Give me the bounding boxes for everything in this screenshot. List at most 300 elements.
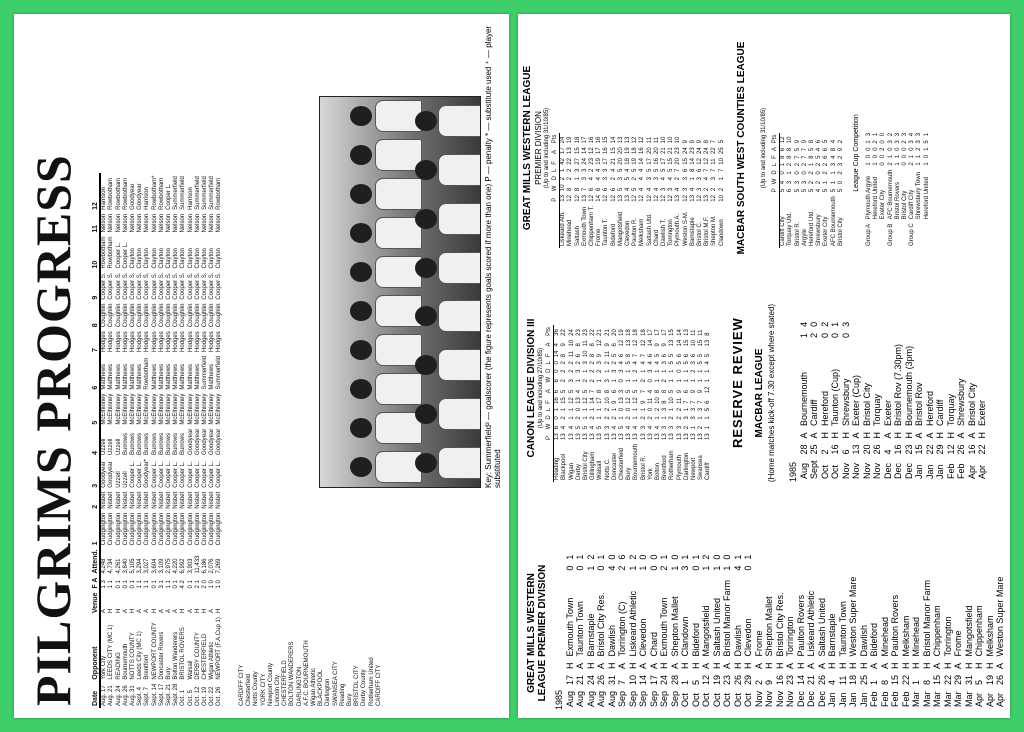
result-row <box>166 173 173 708</box>
gmwl-row-cell: 2 <box>711 187 718 192</box>
result-row-cell: Nelson <box>151 213 158 233</box>
canon-row-cell: 11 <box>568 350 575 358</box>
canon-row-cell: Bristol City <box>583 451 590 480</box>
gmwl-row-cell: 11 <box>653 137 660 144</box>
canon-row-cell: 7 <box>640 389 647 394</box>
canon-row-cell: 13 <box>676 433 683 440</box>
macbar-sw-row-cell: 8 <box>809 155 816 159</box>
result-row-cell: Burrows <box>151 432 158 455</box>
league-cup-row-cell <box>873 221 880 248</box>
fixture-row-cell: 28 <box>669 674 680 685</box>
gmwl-row-cell: 15 <box>610 147 617 154</box>
fixture-row-cell: Frome <box>753 630 764 657</box>
macbar-fixture-row-cell: 23 <box>903 444 914 455</box>
canon-row-cell: 17 <box>597 397 604 404</box>
macbar-sw-row-cell: 2 <box>809 180 816 185</box>
macbar-fixture-row <box>904 319 915 482</box>
macbar-sw-row-cell: 9 <box>801 139 808 144</box>
macbar-sw-row-cell: 4 <box>830 155 837 159</box>
macbar-fixture-row-cell <box>977 319 988 330</box>
canon-row <box>691 325 698 482</box>
canon-row-cell: 1 <box>597 407 604 412</box>
canon-row-cell: 3 <box>568 379 575 383</box>
canon-row-cell: York <box>647 468 654 480</box>
result-row-cell: McElhinney <box>180 393 187 425</box>
result-row-cell: Leeds City (MC 1) <box>137 631 144 680</box>
canon-row-cell: 1 <box>655 379 662 383</box>
fixture-row-cell: 0 <box>648 554 659 560</box>
result-row-cell: Coughlin <box>108 303 115 328</box>
gmwl-row <box>618 133 625 248</box>
result-row-cell: Wigan Athletic <box>209 641 216 680</box>
fixture-row-cell <box>880 552 891 563</box>
result-row-cell: Coughlin <box>209 303 216 328</box>
macbar-fixture-row <box>809 319 820 482</box>
canon-row-cell: 6 <box>683 353 690 358</box>
result-row-cell: H <box>108 608 115 614</box>
result-row-cell: Cooper L. <box>137 461 144 488</box>
macbar-sw-row-cell: 6 <box>816 139 823 144</box>
canon-row-cell: 4 <box>647 425 654 430</box>
canon-row-cell: 4 <box>626 425 633 430</box>
result-row-cell: Goodyear <box>194 428 201 455</box>
canon-row-cell: 13 <box>619 397 626 404</box>
gmwl-row-cell: 5 <box>653 168 660 173</box>
gmwl-row <box>647 133 654 248</box>
canon-row-cell: 2 <box>655 407 662 412</box>
gmwl-row-cell: 5 <box>617 187 624 192</box>
macbar-sw-row-cell: 8 <box>787 147 794 152</box>
column-header: L <box>546 361 552 365</box>
macbar-fixture-row-cell: 26 <box>956 444 966 455</box>
result-row-cell: McElhinney <box>187 393 194 425</box>
fixture-row-cell: 0 <box>606 554 617 560</box>
canon-row-cell: 0 <box>647 407 654 412</box>
gmwl-row-cell: 10 <box>718 195 725 202</box>
fixture-row-cell: 26 <box>995 674 1005 685</box>
macbar-sw-row-cell: 7 <box>801 147 808 152</box>
fixture-row-cell: 17 <box>648 674 659 685</box>
macbar-fixture-row <box>883 319 894 482</box>
column-header: Opponent <box>92 646 99 680</box>
fixture-row-cell: Aug <box>575 690 585 707</box>
gmwl-row-cell: Mangotsfield <box>617 211 624 246</box>
canon-row-cell: 5 <box>561 389 568 394</box>
result-row-cell: Summerfield <box>173 176 180 210</box>
result-row-cell: NEWPORT (F.A.Cup 1) <box>216 617 223 680</box>
macbar-fixture-row-cell: H <box>819 431 830 439</box>
macbar-fixture-row-cell <box>967 319 978 330</box>
result-row-cell: Nisbet <box>180 491 187 509</box>
result-row-cell: Sept. 4 <box>137 686 144 706</box>
gmwl-row-cell: 22 <box>711 147 718 154</box>
canon-row-cell: 10 <box>669 397 676 404</box>
result-row-cell: Oct. 12 <box>194 686 201 706</box>
gmwl-table-title: GREAT MILLS WESTERN LEAGUE <box>522 65 533 231</box>
canon-row-cell: 1 <box>698 416 705 420</box>
canon-row-cell: 1 <box>583 407 590 412</box>
column-header: A <box>546 389 552 394</box>
macbar-sw-row-cell: 5 <box>780 188 787 193</box>
gmwl-row-cell: 27 <box>574 158 581 165</box>
canon-row-cell: 3 <box>691 416 698 420</box>
canon-row <box>554 325 562 482</box>
fixture-row-cell: 17 <box>564 674 575 685</box>
canon-row-cell: 4 <box>619 361 626 365</box>
result-row-cell: 3 1 <box>158 580 165 589</box>
result-row <box>173 173 180 708</box>
macbar-sw-row-cell: 4 <box>780 180 787 185</box>
canon-row-cell: 5 <box>575 425 582 430</box>
canon-row-cell: 10 <box>568 339 575 347</box>
macbar-fixture-row-cell: 1 <box>830 321 840 327</box>
gmwl-row-cell: 11 <box>711 158 718 165</box>
gmwl-row <box>625 133 632 248</box>
fixture-row-cell: Bideford <box>869 622 879 657</box>
result-row-cell: Coughlin <box>144 303 151 328</box>
canon-row-cell: 13 <box>698 433 705 440</box>
macbar-fixture-row-cell <box>904 319 915 330</box>
fixture-row-cell: Nov <box>785 690 795 707</box>
fixture-row-cell <box>764 552 775 563</box>
fixture-row <box>817 552 828 710</box>
macbar-fixture-row-cell: 0 <box>819 332 830 338</box>
result-row-cell: Summerfield <box>202 176 209 210</box>
canon-row-cell: 3 <box>619 389 626 394</box>
opponent-row <box>261 638 268 708</box>
macbar-fixture-row-cell: A <box>882 432 893 439</box>
fixture-row-cell: H <box>795 662 806 669</box>
fixture-row-cell: Apr <box>974 692 984 707</box>
result-row-cell: Nisbet <box>187 491 194 509</box>
opponent-row <box>282 638 289 708</box>
canon-row-cell: 8 <box>662 389 669 394</box>
result-row-cell: Coughlin <box>166 303 173 328</box>
macbar-fixture-row-cell: A <box>809 432 819 439</box>
canon-row <box>655 325 662 482</box>
canon-row-cell: 2 <box>640 379 647 383</box>
result-row-cell: Hodges <box>144 331 151 352</box>
result-row-cell: Harrison <box>144 187 151 210</box>
gmwl-row-cell: 9 <box>697 139 704 144</box>
canon-row-cell: Bury <box>626 467 633 480</box>
canon-row-cell: 1 <box>590 407 597 412</box>
result-row-cell: Matthews <box>166 363 173 390</box>
fixture-row-cell <box>817 552 828 563</box>
column-header: W <box>552 185 558 192</box>
fixture-row-cell: A <box>785 662 795 669</box>
result-row-cell: Cooper S. <box>158 272 165 300</box>
fixture-row-cell: 11 <box>837 675 848 685</box>
canon-row-cell: 2 <box>590 379 597 383</box>
photo-back-row <box>350 97 372 487</box>
gmwl-row-cell: 8 <box>567 187 574 192</box>
column-header: 2 <box>92 504 99 509</box>
macbar-sw-row-cell: 2 <box>801 162 808 167</box>
gmwl-row-cell: 14 <box>596 195 603 202</box>
result-row-cell: Coughlin <box>115 303 122 328</box>
gmwl-row-cell: Minehead <box>567 219 574 246</box>
gmwl-row-cell: 5 <box>668 168 675 173</box>
gmwl-row-cell: Saltash <box>574 225 581 246</box>
fixture-row-cell <box>901 552 912 563</box>
canon-row-cell: 7 <box>590 389 597 394</box>
fixture-row <box>575 552 586 710</box>
opponent-row <box>239 638 246 708</box>
result-row-cell: Crudgington <box>180 512 187 546</box>
fixture-row-cell: H <box>984 662 995 669</box>
macbar-fixture-row-cell: 20 <box>861 444 872 455</box>
macbar-fixture-row-cell: 26 <box>872 444 882 455</box>
result-row <box>180 173 187 708</box>
fixture-row-cell: Aug <box>596 690 606 707</box>
gmwl-row-cell: 12 <box>589 195 596 202</box>
gmwl-row-cell: 3 <box>581 168 588 173</box>
canon-row-cell: 3 <box>604 425 611 430</box>
fixture-row-cell: 31 <box>963 674 974 685</box>
fixture-row-cell: A <box>879 662 890 669</box>
league-cup-row-cell: 1 <box>873 162 880 166</box>
canon-row-cell: 0 <box>554 416 561 420</box>
fixture-row-cell: A <box>816 662 827 669</box>
canon-row-cell: 6 <box>554 379 561 383</box>
fixture-row-cell: 1 <box>690 554 701 560</box>
gmwl-row-cell: 4 <box>668 177 675 181</box>
league-cup-row-cell: Shrewsbury Town <box>916 172 923 220</box>
result-row-cell: Nisbet <box>166 491 173 509</box>
opponent-row <box>275 638 282 708</box>
gmwl-row-cell: 17 <box>560 147 567 154</box>
canon-row-cell: Walsall <box>597 460 604 480</box>
canon-row-cell: 12 <box>640 339 647 347</box>
fixture-row-cell <box>922 563 933 574</box>
league-cup-row-cell: 0 <box>887 147 894 151</box>
macbar-fixture-row-cell: Bristol Rov (7.30pm) <box>893 343 903 426</box>
macbar-sw-row-cell: 2 <box>837 171 844 175</box>
macbar-fixture-row-cell: 22 <box>924 444 935 455</box>
canon-row-cell: 4 <box>655 425 662 430</box>
macbar-fixture-row-cell: 2 <box>809 332 819 338</box>
macbar-sw-row-cell: Cardiff City <box>780 216 787 246</box>
fixture-row-cell <box>775 552 786 563</box>
result-row-cell: Clayton <box>151 248 158 269</box>
opponent-name: A.F.C. BOURNEMOUTH <box>303 640 310 706</box>
result-row-cell: Cooper L. <box>209 461 216 488</box>
fixture-row-cell: Oct <box>732 692 743 707</box>
opponent-name: BRISTOL CITY <box>354 665 361 706</box>
gmwl-league-table <box>552 133 726 248</box>
gmwl-row-cell: 4 <box>639 168 646 173</box>
macbar-fixture-row-cell: H <box>945 431 956 439</box>
result-row-cell: Rowbotham <box>158 177 165 210</box>
gmwl-row-cell: 5 <box>646 168 653 173</box>
fixture-row-cell: Feb <box>890 691 900 707</box>
gmwl-row-cell: Bideford <box>610 223 617 246</box>
result-row-cell: 1 1 <box>108 580 115 589</box>
fixture-row-cell <box>827 563 838 574</box>
column-header: P <box>546 435 552 440</box>
gmwl-row-cell: 3 <box>574 168 581 173</box>
result-row-cell: Nisbet <box>216 491 223 509</box>
macbar-fixture-row-cell: 1 <box>798 332 809 338</box>
macbar-fixture-row <box>799 319 810 482</box>
fixture-row-cell: 1 <box>669 565 680 571</box>
macbar-fixture-row-cell <box>967 330 978 341</box>
result-row-cell: Nisbet <box>101 491 108 509</box>
fixture-row-cell <box>785 552 796 563</box>
gmwl-row-cell: 18 <box>625 158 632 165</box>
canon-row-cell: 4 <box>590 425 597 430</box>
canon-row-cell: 13 <box>655 433 662 440</box>
opponent-name: CHESTERFIELD <box>282 660 289 706</box>
league-cup-row-cell <box>924 221 931 248</box>
canon-row <box>583 325 590 482</box>
fixture-row <box>565 552 576 710</box>
gmwl-row-cell: 12 <box>646 195 653 202</box>
fixture-row <box>848 552 859 710</box>
fixture-row <box>806 552 817 710</box>
canon-row-cell: 10 <box>583 350 590 358</box>
league-cup-row-cell: AFC Bournemouth <box>887 169 894 220</box>
canon-row <box>677 325 684 482</box>
fixture-row-cell: 24 <box>585 674 596 685</box>
fixture-row-cell <box>859 563 870 574</box>
canon-row-cell: 11 <box>583 340 590 347</box>
opponent-name: Lincoln City <box>275 674 282 706</box>
result-row-cell: BRISTOL ROVERS <box>180 627 187 680</box>
canon-row-cell: 2 <box>568 361 575 365</box>
macbar-fixture-row-cell <box>956 319 967 330</box>
canon-row-cell: 1 <box>640 407 647 412</box>
league-cup-row-cell: 2 <box>902 140 909 144</box>
macbar-fixture-row <box>925 319 936 482</box>
canon-row-cell: 4 <box>647 389 654 394</box>
gmwl-row-cell: 3 <box>603 177 610 181</box>
gmwl-row-cell: 1 <box>560 168 567 173</box>
canon-row-cell: 16 <box>554 397 561 404</box>
fixture-row-cell <box>880 563 891 574</box>
macbar-fixture-row-cell: Nov <box>872 462 882 479</box>
remaining-opponents <box>239 638 383 708</box>
gmwl-row <box>675 133 682 248</box>
canon-row-cell: 23 <box>575 329 582 336</box>
gmwl-row-cell: 13 <box>675 195 682 202</box>
league-cup-row-cell <box>916 221 923 248</box>
macbar-sw-row-cell: 2 <box>809 171 816 175</box>
canon-row-cell: 2 <box>597 369 604 373</box>
result-row-cell: DERBY COUNTY <box>194 632 201 680</box>
canon-row-cell: Wigan <box>568 462 575 480</box>
opponent-name: Notts County <box>253 671 260 706</box>
result-row-cell: Nelson <box>130 213 137 233</box>
league-cup-row-cell: 0 <box>880 154 887 159</box>
result-row-cell: Crudgington <box>130 512 137 546</box>
macbar-sw-row <box>831 133 838 248</box>
gmwl-row-cell: 16 <box>589 136 596 144</box>
macbar-sw-row-cell: 8 <box>787 155 794 159</box>
macbar-fixture-row-cell: Torquay <box>872 393 882 426</box>
result-row-cell: Cooper S. <box>166 272 173 300</box>
opponent-name: Reading <box>339 683 346 706</box>
macbar-sw-row-cell: 3 <box>830 162 837 167</box>
canon-row-cell: 5 <box>626 361 633 365</box>
macbar-fixture-row-cell: Nov <box>861 462 872 479</box>
fixture-row-cell <box>890 563 901 574</box>
result-row-cell: H <box>202 608 209 614</box>
results-body <box>100 173 223 708</box>
macbar-fixture-row-cell: Nov <box>840 462 851 479</box>
league-cup-row-cell: 1 <box>866 140 872 144</box>
macbar-fixture-row-cell: Apr <box>966 464 977 479</box>
gmwl-row-cell: 13 <box>704 195 711 202</box>
result-row-cell: Harrison <box>187 187 194 210</box>
opponent-name: DARLINGTON <box>296 666 303 706</box>
macbar-fixture-row-cell: 4 <box>882 449 893 455</box>
gmwl-row-cell: 4 <box>596 177 603 181</box>
canon-row-cell: 1 <box>683 369 690 373</box>
macbar-sw-row-cell: 5 <box>794 147 801 152</box>
gmwl-row-cell: 2 <box>610 177 617 181</box>
result-row-cell: 0 1 <box>130 580 137 589</box>
league-cup-table <box>866 131 931 248</box>
gmwl-row-cell: 2 <box>567 177 574 181</box>
canon-row-cell: 0 <box>619 379 626 383</box>
result-row-cell: Goodyear <box>108 461 115 488</box>
canon-row-cell: 1 <box>561 407 568 412</box>
gmwl-row-cell: 4 <box>589 177 596 181</box>
macbar-fixture-row-cell <box>977 330 988 341</box>
canon-row-cell: 15 <box>698 339 705 347</box>
column-header: W <box>546 423 552 430</box>
result-row-cell: Rowbotham <box>108 236 115 269</box>
gmwl-row-cell: 24 <box>682 147 689 154</box>
league-cup-row-cell: 0 <box>902 162 909 166</box>
canon-row-cell: Reading <box>554 457 561 480</box>
canon-row-cell: 3 <box>662 407 669 412</box>
gmwl-row-cell: 15 <box>603 136 610 144</box>
fixture-row-cell <box>911 563 922 574</box>
canon-row-cell: 6 <box>647 353 654 358</box>
fixture-row <box>880 552 891 710</box>
fixture-row <box>733 552 744 710</box>
result-row-cell: Nisbet <box>194 491 201 509</box>
league-cup-row-cell: 0 <box>909 147 916 151</box>
canon-row-cell: 3 <box>640 425 647 430</box>
macbar-sw-row <box>802 133 809 248</box>
gmwl-row-cell: 6 <box>697 168 704 173</box>
macbar-sw-row-cell: AFC Bournemouth <box>830 196 837 246</box>
canon-row-cell: 9 <box>691 389 698 394</box>
fixture-row <box>764 552 775 710</box>
opponent-name: SWANSEA CITY <box>332 661 339 706</box>
result-row-cell: Summerfield <box>180 176 187 210</box>
result-row-cell: Cooper S. <box>151 272 158 300</box>
league-cup-row-cell: 0 <box>880 132 887 137</box>
canon-row-cell: 6 <box>705 400 712 404</box>
fixture-row-cell: 2 <box>659 565 669 571</box>
result-row <box>202 173 209 708</box>
macbar-sw-row-cell: 5 <box>837 188 844 193</box>
gmwl-row-cell: 2 <box>632 177 639 181</box>
column-header <box>552 204 560 248</box>
fixture-row <box>722 552 733 710</box>
macbar-fixture-row <box>820 319 831 482</box>
fixture-row-cell: Saltash United <box>816 597 827 657</box>
fixture-row <box>712 552 723 710</box>
canon-row-cell: 5 <box>705 353 712 358</box>
fixture-row <box>638 552 649 710</box>
canon-row-cell: 4 <box>655 361 662 365</box>
